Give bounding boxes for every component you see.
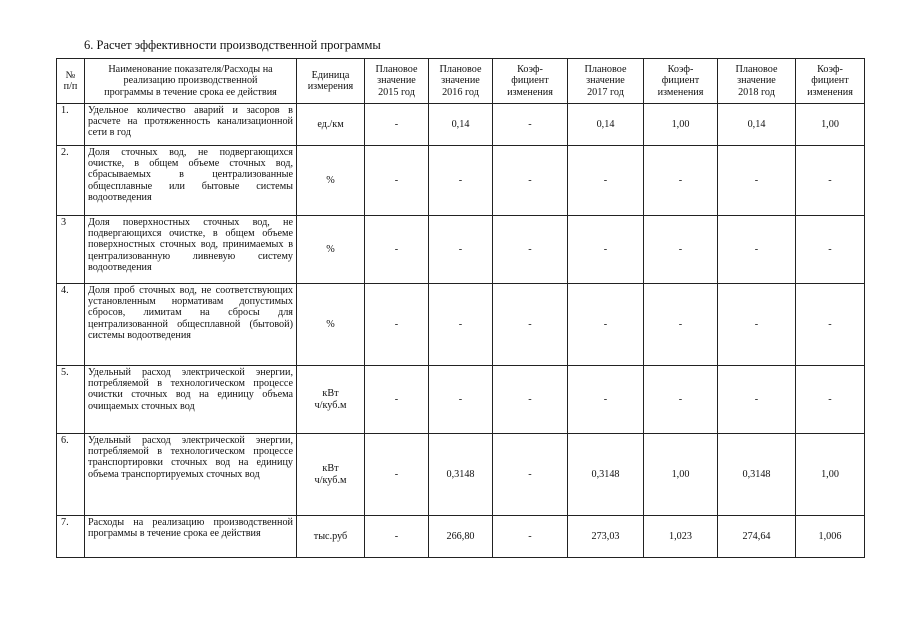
value-cell: - [796, 284, 865, 366]
indicator-name: Доля сточных вод, не подвергающихся очистке, в общем объеме сточных вод, сбрасываемых в централизованные общесплавные или бытовые системы водоотведения [85, 146, 297, 216]
value-cell: 0,14 [718, 104, 796, 146]
value-cell: 1,00 [644, 434, 718, 516]
value-cell: - [644, 366, 718, 434]
column-header: Коэф- фициент изменения [493, 59, 568, 104]
value-cell: - [429, 284, 493, 366]
value-cell: 1,00 [796, 104, 865, 146]
value-cell: - [365, 516, 429, 558]
unit-cell: тыс.руб [297, 516, 365, 558]
value-cell: - [493, 284, 568, 366]
value-cell: 0,3148 [568, 434, 644, 516]
value-cell: - [365, 104, 429, 146]
row-number: 7. [57, 516, 85, 558]
table-header-row [57, 59, 865, 104]
value-cell: 0,3148 [429, 434, 493, 516]
value-cell: - [796, 216, 865, 284]
value-cell: - [718, 366, 796, 434]
row-number: 3 [57, 216, 85, 284]
value-cell: - [429, 146, 493, 216]
column-header: Единица измерения [297, 59, 365, 104]
value-cell: - [644, 146, 718, 216]
column-header: Коэф- фициент изменения [644, 59, 718, 104]
row-number: 4. [57, 284, 85, 366]
row-number: 2. [57, 146, 85, 216]
value-cell: 1,00 [796, 434, 865, 516]
table-row [57, 366, 865, 434]
value-cell: - [568, 146, 644, 216]
value-cell: 1,023 [644, 516, 718, 558]
indicator-name: Доля поверхностных сточных вод, не подвергающихся очистке, в общем объеме поверхностных сточных вод, принимаемых в централизованную ливневую систему водоотведения [85, 216, 297, 284]
efficiency-table [56, 58, 865, 558]
value-cell: - [493, 434, 568, 516]
column-header: Плановое значение 2016 год [429, 59, 493, 104]
column-header: Плановое значение 2015 год [365, 59, 429, 104]
column-header: Коэф- фициент изменения [796, 59, 865, 104]
value-cell: - [365, 434, 429, 516]
value-cell: 274,64 [718, 516, 796, 558]
unit-cell: кВт ч/куб.м [297, 366, 365, 434]
unit-cell: % [297, 146, 365, 216]
value-cell: 1,00 [644, 104, 718, 146]
value-cell: - [493, 146, 568, 216]
value-cell: - [365, 146, 429, 216]
unit-cell: % [297, 284, 365, 366]
row-number: 5. [57, 366, 85, 434]
indicator-name: Удельное количество аварий и засоров в расчете на протяженность канализационной сети в год [85, 104, 297, 146]
value-cell: - [796, 146, 865, 216]
table-row [57, 284, 865, 366]
value-cell: 0,3148 [718, 434, 796, 516]
value-cell: - [796, 366, 865, 434]
value-cell: - [568, 284, 644, 366]
row-number: 1. [57, 104, 85, 146]
value-cell: - [493, 216, 568, 284]
value-cell: - [493, 366, 568, 434]
indicator-name: Доля проб сточных вод, не соответствующих установленным нормативам допустимых сбросов, лимитам на сбросы для централизованной общесплавной (бытовой) системы водоотведения [85, 284, 297, 366]
value-cell: - [644, 216, 718, 284]
value-cell: 0,14 [429, 104, 493, 146]
value-cell: 266,80 [429, 516, 493, 558]
value-cell: - [568, 366, 644, 434]
value-cell: - [644, 284, 718, 366]
value-cell: - [429, 216, 493, 284]
unit-cell: ед./км [297, 104, 365, 146]
value-cell: - [568, 216, 644, 284]
value-cell: - [429, 366, 493, 434]
indicator-name: Удельный расход электрической энергии, потребляемой в технологическом процессе транспортировки сточных вод на единицу объема транспортируемых сточных вод [85, 434, 297, 516]
column-header: Плановое значение 2018 год [718, 59, 796, 104]
indicator-name: Удельный расход электрической энергии, потребляемой в технологическом процессе очистки сточных вод на единицу объема очищаемых сточных вод [85, 366, 297, 434]
value-cell: - [493, 516, 568, 558]
row-number: 6. [57, 434, 85, 516]
column-header: Плановое значение 2017 год [568, 59, 644, 104]
value-cell: - [365, 366, 429, 434]
table-row [57, 104, 865, 146]
column-header: № п/п [57, 59, 85, 104]
value-cell: 273,03 [568, 516, 644, 558]
column-header: Наименование показателя/Расходы на реализацию производственной программы в течение срока ее действия [85, 59, 297, 104]
section-heading: 6. Расчет эффективности производственной программы [84, 38, 381, 52]
unit-cell: кВт ч/куб.м [297, 434, 365, 516]
table-row [57, 146, 865, 216]
value-cell: - [493, 104, 568, 146]
value-cell: - [718, 146, 796, 216]
value-cell: - [365, 216, 429, 284]
value-cell: - [718, 284, 796, 366]
table-row [57, 216, 865, 284]
unit-cell: % [297, 216, 365, 284]
table-row [57, 434, 865, 516]
value-cell: 1,006 [796, 516, 865, 558]
value-cell: - [365, 284, 429, 366]
table-row [57, 516, 865, 558]
value-cell: 0,14 [568, 104, 644, 146]
value-cell: - [718, 216, 796, 284]
indicator-name: Расходы на реализацию производственной программы в течение срока ее действия [85, 516, 297, 558]
